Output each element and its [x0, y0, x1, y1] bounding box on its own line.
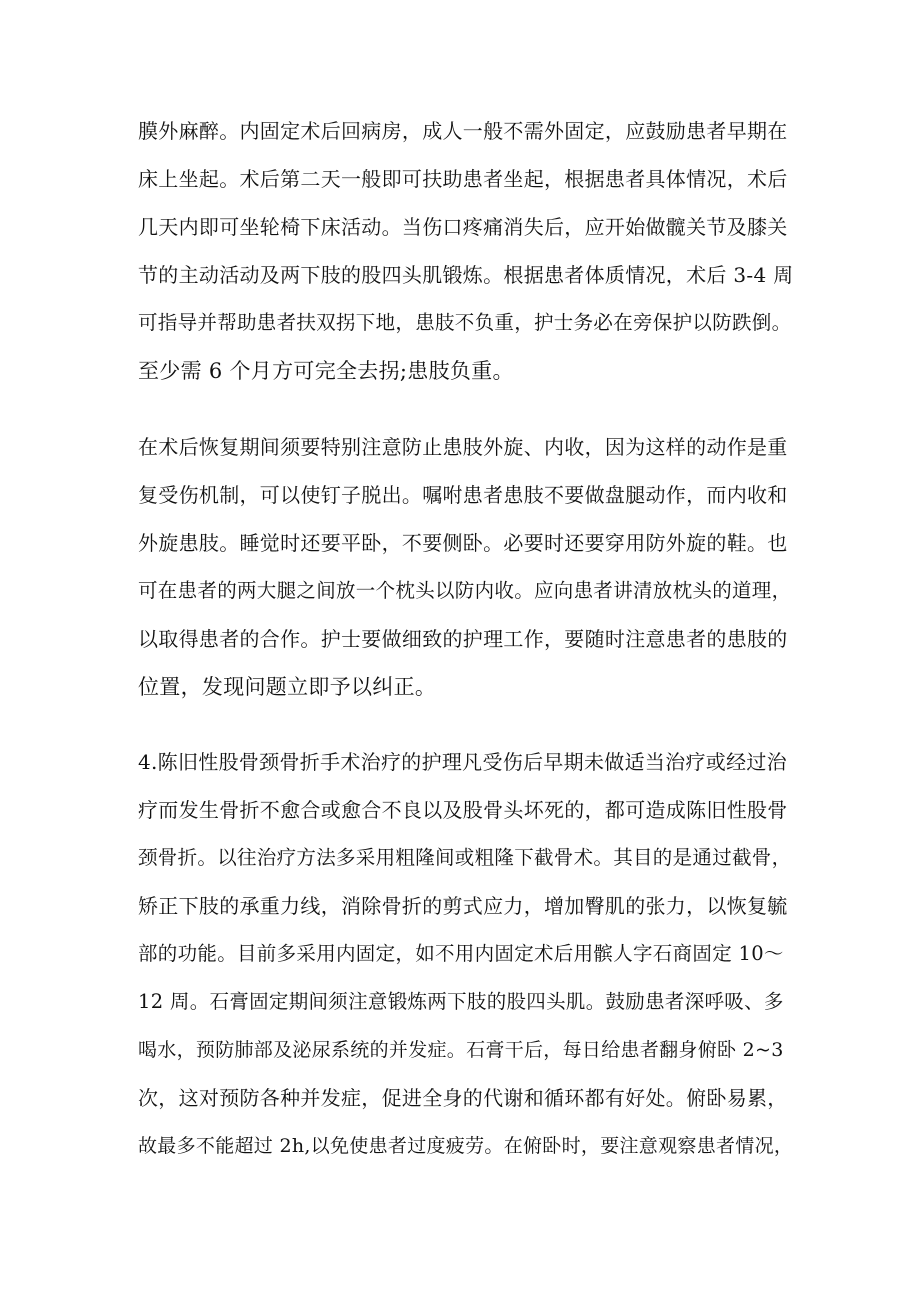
- paragraph-2-line-1: 在术后恢复期间须要特别注意防止患肢外旋、内收，因为这样的动作是重: [138, 435, 788, 459]
- paragraph-2-line-4: 可在患者的两大腿之间放一个枕头以防内收。应向患者讲清放枕头的道理，: [138, 579, 792, 602]
- paragraph-1-line-3: 几天内即可坐轮椅下床活动。当伤口疼痛消失后，应开始做髋关节及膝关: [138, 215, 788, 239]
- paragraph-3-line-8: 次，这对预防各种并发症，促进全身的代谢和循环都有好处。俯卧易累，: [138, 1086, 788, 1110]
- paragraph-3-line-6: 12 周。石膏固定期间须注意锻炼两下肢的股四头肌。鼓励患者深呼吸、多: [138, 990, 784, 1013]
- paragraph-1-line-1: 膜外麻醉。内固定术后回病房，成人一般不需外固定，应鼓励患者早期在: [138, 119, 788, 143]
- paragraph-3-line-9: 故最多不能超过 2h,以免使患者过度疲劳。在俯卧时，要注意观察患者情况，: [138, 1135, 794, 1157]
- paragraph-1-line-4: 节的主动活动及两下肢的股四头肌锻炼。根据患者体质情况，术后 3-4 周: [138, 263, 794, 287]
- paragraph-2-line-2: 复受伤机制，可以使钉子脱出。嘱咐患者患肢不要做盘腿动作，而内收和: [138, 483, 788, 507]
- paragraph-3-line-4: 矫正下肢的承重力线，消除骨折的剪式应力，增加臀肌的张力，以恢复毓: [138, 894, 788, 918]
- paragraph-2-line-5: 以取得患者的合作。护士要做细致的护理工作，要随时注意患者的患肢的: [138, 627, 788, 651]
- paragraph-3-line-3: 颈骨折。以往治疗方法多采用粗隆间或粗隆下截骨术。其目的是通过截骨，: [138, 846, 792, 869]
- paragraph-2-line-3: 外旋患肢。睡觉时还要平卧，不要侧卧。必要时还要穿用防外旋的鞋。也: [138, 531, 788, 555]
- paragraph-1-line-5: 可指导并帮助患者扶双拐下地，患肢不负重，护士务必在旁保护以防跌倒。: [138, 311, 792, 334]
- paragraph-3-line-1: 4.陈旧性股骨颈骨折手术治疗的护理凡受伤后早期未做适当治疗或经过治: [138, 750, 787, 774]
- paragraph-1-line-2: 床上坐起。术后第二天一般即可扶助患者坐起，根据患者具体情况，术后: [138, 167, 788, 191]
- paragraph-3-line-2: 疗而发生骨折不愈合或愈合不良以及股骨头坏死的，都可造成陈旧性股骨: [138, 798, 788, 822]
- paragraph-1-line-6: 至少需 6 个月方可完全去拐;患肢负重。: [138, 359, 514, 383]
- paragraph-2-line-6: 位置，发现问题立即予以纠正。: [138, 675, 437, 699]
- paragraph-3-line-7: 喝水，预防肺部及泌尿系统的并发症。石膏干后，每日给患者翻身俯卧 2~3: [138, 1039, 784, 1061]
- paragraph-3-line-5: 部的功能。目前多采用内固定，如不用内固定术后用髌人字石商固定 10～: [138, 942, 784, 965]
